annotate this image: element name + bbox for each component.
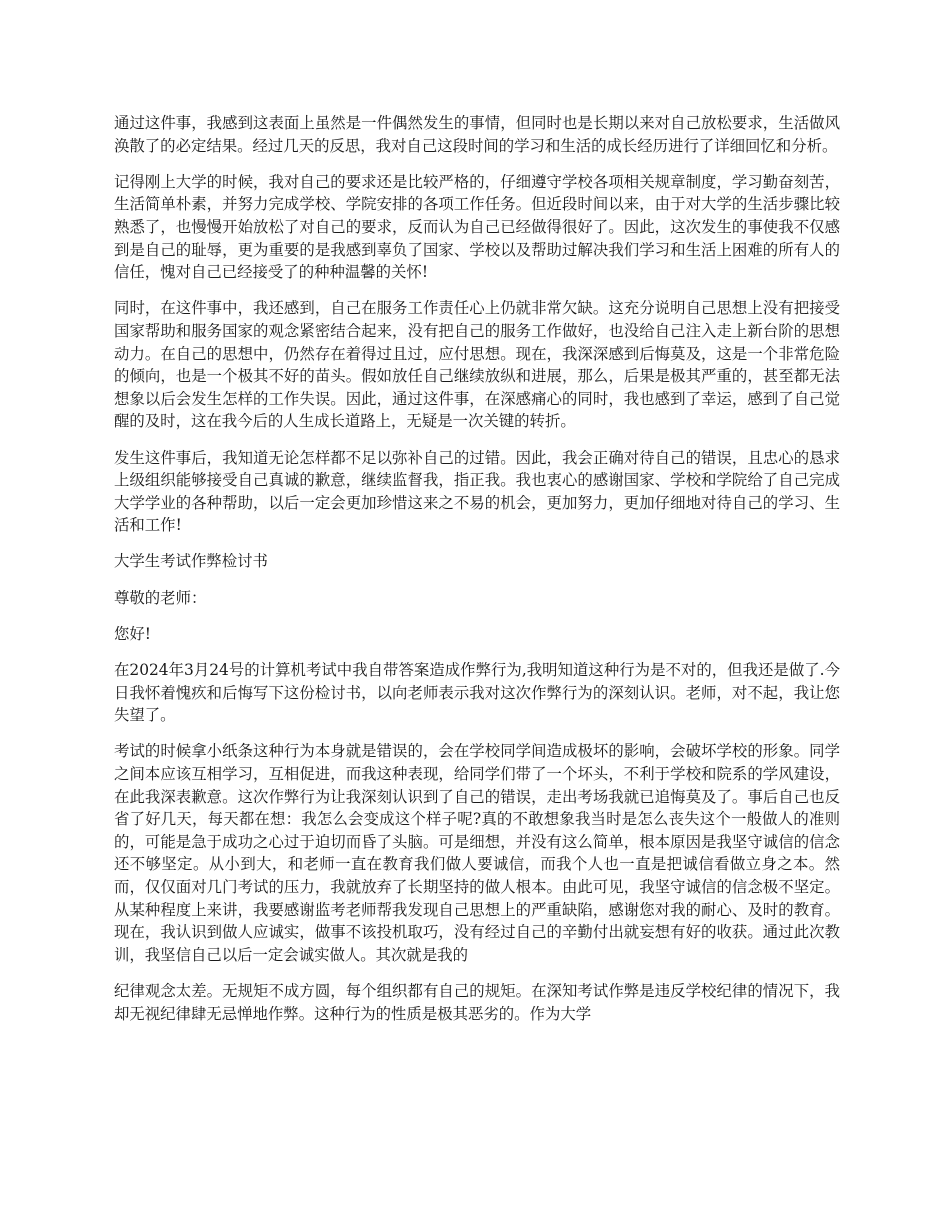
paragraph-exam-incident: 在2024年3月24号的计算机考试中我自带答案造成作弊行为,我明知道这种行为是不对的，但我还是做了.今日我怀着愧疚和后悔写下这份检讨书，以向老师表示我对这次作弊行为的深刻认识。老师，对不起，我让您失望了。	[114, 661, 840, 725]
paragraph-remedy: 发生这件事后，我知道无论怎样都不足以弥补自己的过错。因此，我会正确对待自己的错误，且忠心的恳求上级组织能够接受自己真诚的歉意，继续监督我，指正我。我也衷心的感谢国家、学校和学院给了自己完成大学学业的各种帮助，以后一定会更加珍惜这来之不易的机会，更加努力，更加仔细地对待自己的学习、生活和工作!	[114, 448, 840, 535]
paragraph-discipline: 纪律观念太差。无规矩不成方圆，每个组织都有自己的规矩。在深知考试作弊是违反学校纪律的情况下，我却无视纪律肆无忌惮地作弊。这种行为的性质是极其恶劣的。作为大学	[114, 981, 840, 1023]
section-title: 大学生考试作弊检讨书	[114, 552, 268, 571]
paragraph-self-criticism: 考试的时候拿小纸条这种行为本身就是错误的，会在学校同学间造成极坏的影响，会破坏学校的形象。同学之间本应该互相学习，互相促进，而我这种表现，给同学们带了一个坏头，不利于学校和院系的学风建设，在此我深表歉意。这次作弊行为让我深刻认识到了自己的错误，走出考场我就已追悔莫及了。事后自己也反省了好几天，每天都在想：我怎么会变成这个样子呢?真的不敢想象我当时是怎么丧失这个一般做人的准则的，可能是急于成功之心过于迫切而昏了头脑。可是细想，并没有这么简单，根本原因是我坚守诚信的信念还不够坚定。从小到大，和老师一直在教育我们做人要诚信，而我个人也一直是把诚信看做立身之本。然而，仅仅面对几门考试的压力，我就放弃了长期坚持的做人根本。由此可见，我坚守诚信的信念极不坚定。从某种程度上来讲，我要感谢监考老师帮我发现自己思想上的严重缺陷，感谢您对我的耐心、及时的教育。现在，我认识到做人应诚实，做事不该投机取巧，没有经过自己的辛勤付出就妄想有好的收获。通过此次教训，我坚信自己以后一定会诚实做人。其次就是我的	[114, 742, 840, 964]
document-body	[114, 112, 840, 1039]
paragraph-reflection: 通过这件事，我感到这表面上虽然是一件偶然发生的事情，但同时也是长期以来对自己放松要求，生活做风涣散了的必定结果。经过几天的反思，我对自己这段时间的学习和生活的成长经历进行了详细回忆和分析。	[114, 114, 840, 155]
greeting: 您好!	[114, 624, 151, 643]
paragraph-college-memory: 记得刚上大学的时候，我对自己的要求还是比较严格的，仔细遵守学校各项相关规章制度，学习勤奋刻苦，生活简单朴素，并努力完成学校、学院安排的各项工作任务。但近段时间以来，由于对大学的生活步骤比较熟悉了，也慢慢开始放松了对自己的要求，反而认为自己已经做得很好了。因此，这次发生的事使我不仅感到是自己的耻辱，更为重要的是我感到辜负了国家、学校以及帮助过解决我们学习和生活上困难的所有人的信任，愧对自己已经接受了的种种温馨的关怀!	[114, 172, 840, 282]
paragraph-responsibility: 同时，在这件事中，我还感到，自己在服务工作责任心上仍就非常欠缺。这充分说明自己思想上没有把接受国家帮助和服务国家的观念紧密结合起来，没有把自己的服务工作做好，也没给自己注入走上新台阶的思想动力。在自己的思想中，仍然存在着得过且过，应付思想。现在，我深深感到后悔莫及，这是一个非常危险的倾向，也是一个极其不好的苗头。假如放任自己继续放纵和进展，那么，后果是极其严重的，甚至都无法想象以后会发生怎样的工作失误。因此，通过这件事，在深感痛心的同时，我也感到了幸运，感到了自己觉醒的及时，这在我今后的人生成长道路上，无疑是一次关键的转折。	[114, 299, 840, 431]
salutation: 尊敬的老师：	[114, 588, 207, 607]
